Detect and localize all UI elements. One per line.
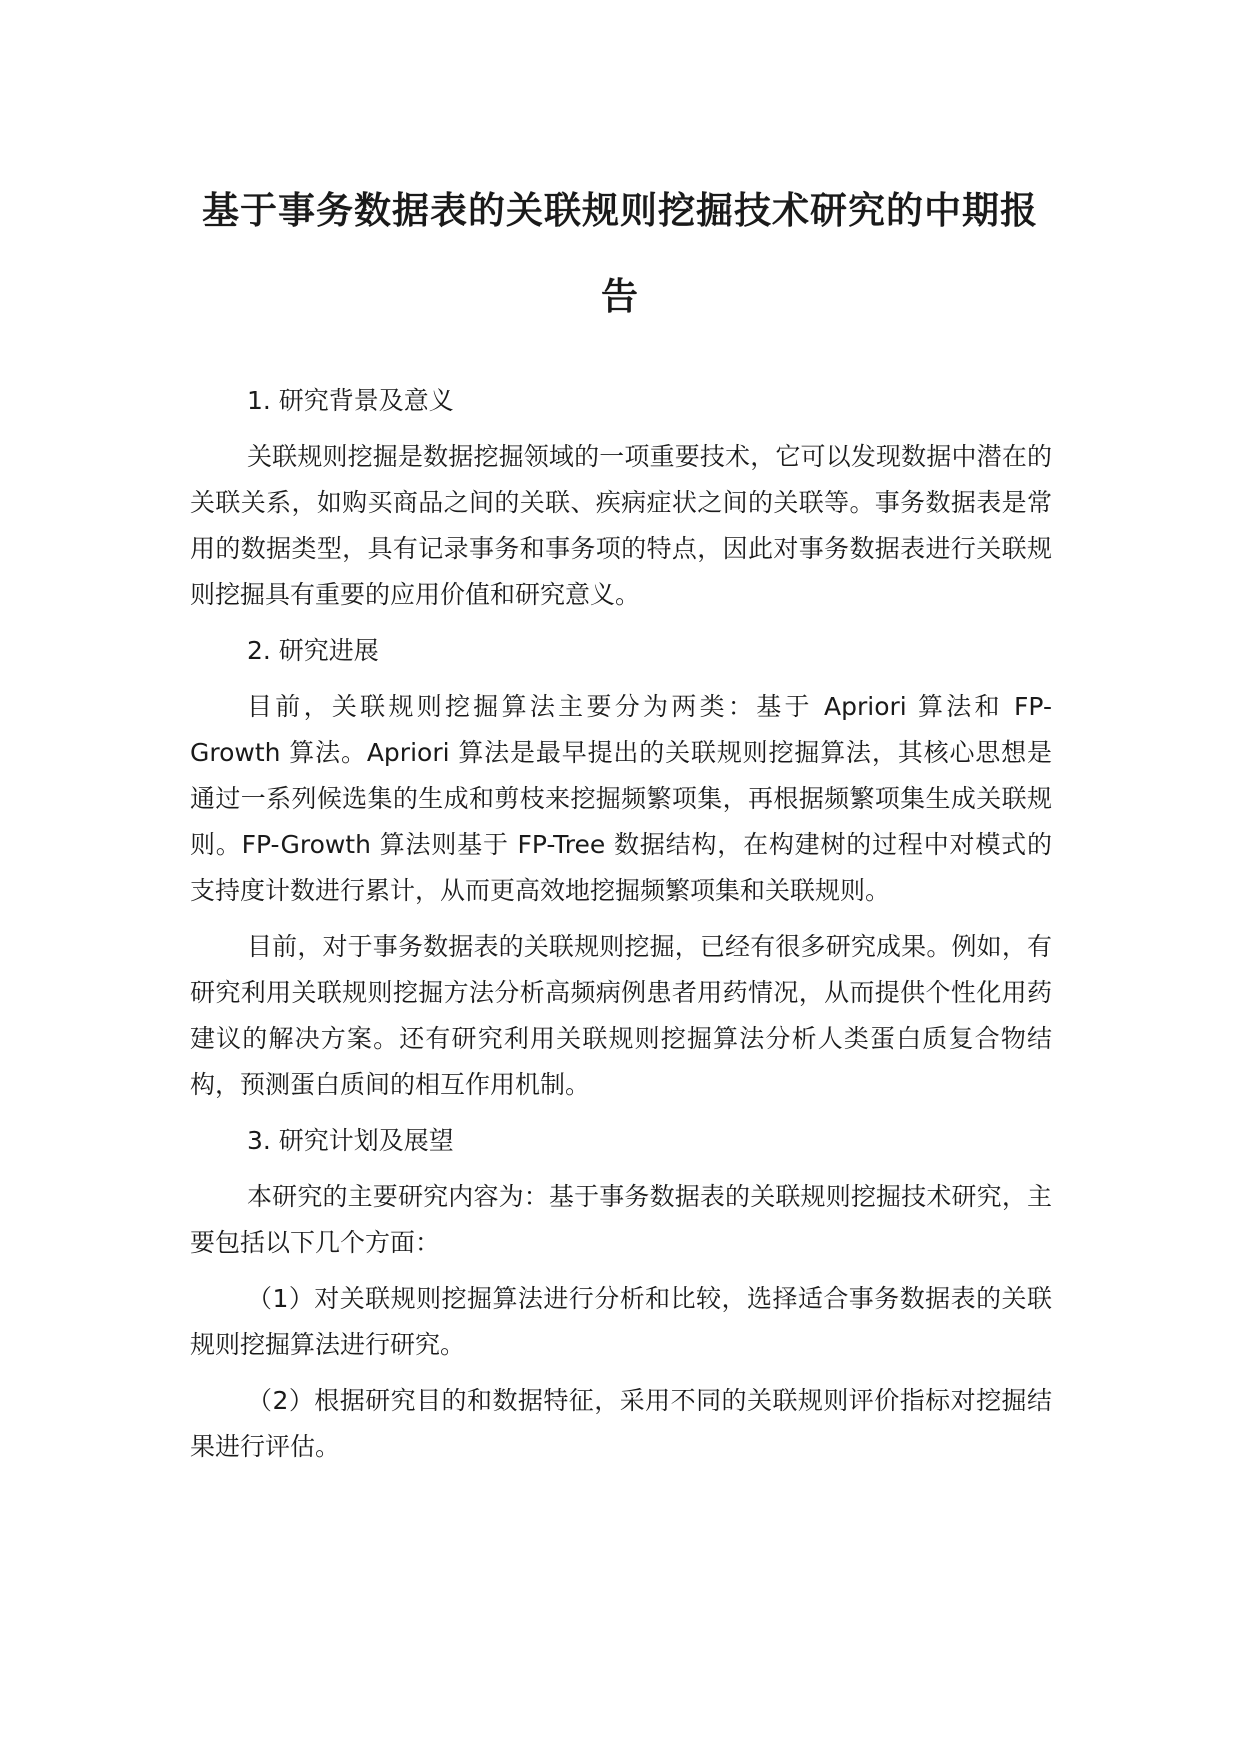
section-heading-progress: 2. 研究进展 [247,636,379,665]
section-heading-background: 1. 研究背景及意义 [247,386,454,415]
document-body [190,378,1052,1480]
paragraph-research-results: 目前，对于事务数据表的关联规则挖掘，已经有很多研究成果。例如，有研究利用关联规则挖掘方法分析高频病例患者用药情况，从而提供个性化用药建议的解决方案。还有研究利用关联规则挖掘算法分析人类蛋白质复合物结构，预测蛋白质间的相互作用机制。 [190,932,1052,1099]
paragraph-algorithms: 目前，关联规则挖掘算法主要分为两类：基于 Apriori 算法和 FP-Growth 算法。Apriori 算法是最早提出的关联规则挖掘算法，其核心思想是通过一系列候选集的生成和剪枝来挖掘频繁项集，再根据频繁项集生成关联规则。FP-Growth 算法则基于 FP-Tree 数据结构，在构建树的过程中对模式的支持度计数进行累计，从而更高效地挖掘频繁项集和关联规则。 [190,692,1052,905]
paragraph-plan-intro: 本研究的主要研究内容为：基于事务数据表的关联规则挖掘技术研究，主要包括以下几个方面： [190,1182,1052,1257]
plan-item-1: （1）对关联规则挖掘算法进行分析和比较，选择适合事务数据表的关联规则挖掘算法进行研究。 [190,1284,1052,1359]
section-heading-plan: 3. 研究计划及展望 [247,1126,454,1155]
plan-item-2: （2）根据研究目的和数据特征，采用不同的关联规则评价指标对挖掘结果进行评估。 [190,1386,1052,1461]
paragraph-background: 关联规则挖掘是数据挖掘领域的一项重要技术，它可以发现数据中潜在的关联关系，如购买商品之间的关联、疾病症状之间的关联等。事务数据表是常用的数据类型，具有记录事务和事务项的特点，因此对事务数据表进行关联规则挖掘具有重要的应用价值和研究意义。 [190,442,1052,609]
document-title: 基于事务数据表的关联规则挖掘技术研究的中期报告 [202,189,1038,318]
